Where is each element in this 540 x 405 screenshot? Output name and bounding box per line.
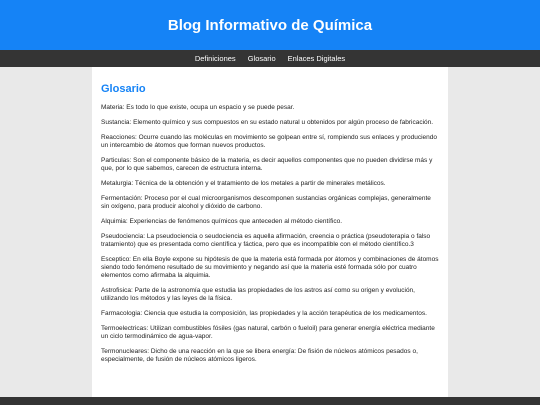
glossary-entry: Fermentación: Proceso por el cual microorganismos descomponen sustancias orgánicas complejas, generalmente sin oxígeno, para producir alcohol y dióxido de carbono. [101,195,431,210]
glossary-entry: Termonucleares: Dicho de una reacción en la que se libera energía: De fisión de núcleos atómicos pesados o, especialmente, de fusión de núcleos atómicos ligeros. [101,348,418,363]
blog-title: Blog Informativo de Química [167,16,373,34]
glossary-entry: Metalurgia: Técnica de la obtención y el tratamiento de los metales a partir de minerales metálicos. [101,180,386,187]
glossary-entry: Esceptico: En ella Boyle expone su hipótesis de que la materia está formada por átomos y combinaciones de átomos siendo todo fenómeno resultado de su movimiento y negando así que la materia esté formada sólo por cuatro elementos como afirmaba la alquimia. [101,256,439,279]
glossary-entry: Astrofisica: Parte de la astronomía que estudia las propiedades de los astros así como su origen y evolución, utilizando los métodos y las leyes de la física. [101,287,415,302]
footer-bar [0,397,540,405]
nav-link-enlaces-digitales[interactable]: Enlaces Digitales [287,54,346,63]
nav-link-definiciones[interactable]: Definiciones [194,54,236,63]
glossary-entry: Pseudociencia: La pseudociencia o seudociencia es aquella afirmación, creencia o práctica (pseudoterapia o falso tratamiento) que es presentada como científica y fáctica, pero que es incompatible con el método científico.3 [101,233,431,248]
glossary-entry: Materia: Es todo lo que existe, ocupa un espacio y se puede pesar. [101,104,295,111]
top-nav [0,50,540,67]
glossary-entry: Farmacologia: Ciencia que estudia la composición, las propiedades y la acción terapéutica de los medicamentos. [101,310,427,317]
glossary-entry: Termoelectricas: Utilizan combustibles fósiles (gas natural, carbón o fueloil) para generar energía eléctrica mediante un ciclo termodinámico de agua-vapor. [101,325,435,340]
glossary-entry: Particulas: Son el componente básico de la materia, es decir aquellos componentes que no pueden dividirse más y que, por lo que sabemos, carecen de estructura interna. [101,157,433,172]
page-title: Glosario [101,83,146,95]
glossary-entry: Sustancia: Elemento químico y sus compuestos en su estado natural u obtenidos por algún proceso de fabricación. [101,119,434,126]
nav-link-glosario[interactable]: Glosario [247,54,276,63]
glossary-entry: Alquimia: Experiencias de fenómenos químicos que anteceden al método científico. [101,218,343,225]
glossary-entry: Reacciones: Ocurre cuando las moléculas en movimiento se golpean entre sí, rompiendo sus enlaces y produciendo un intercambio de átomos que forman nuevos productos. [101,134,438,149]
header-banner [0,0,540,50]
glossary-content [92,67,448,397]
